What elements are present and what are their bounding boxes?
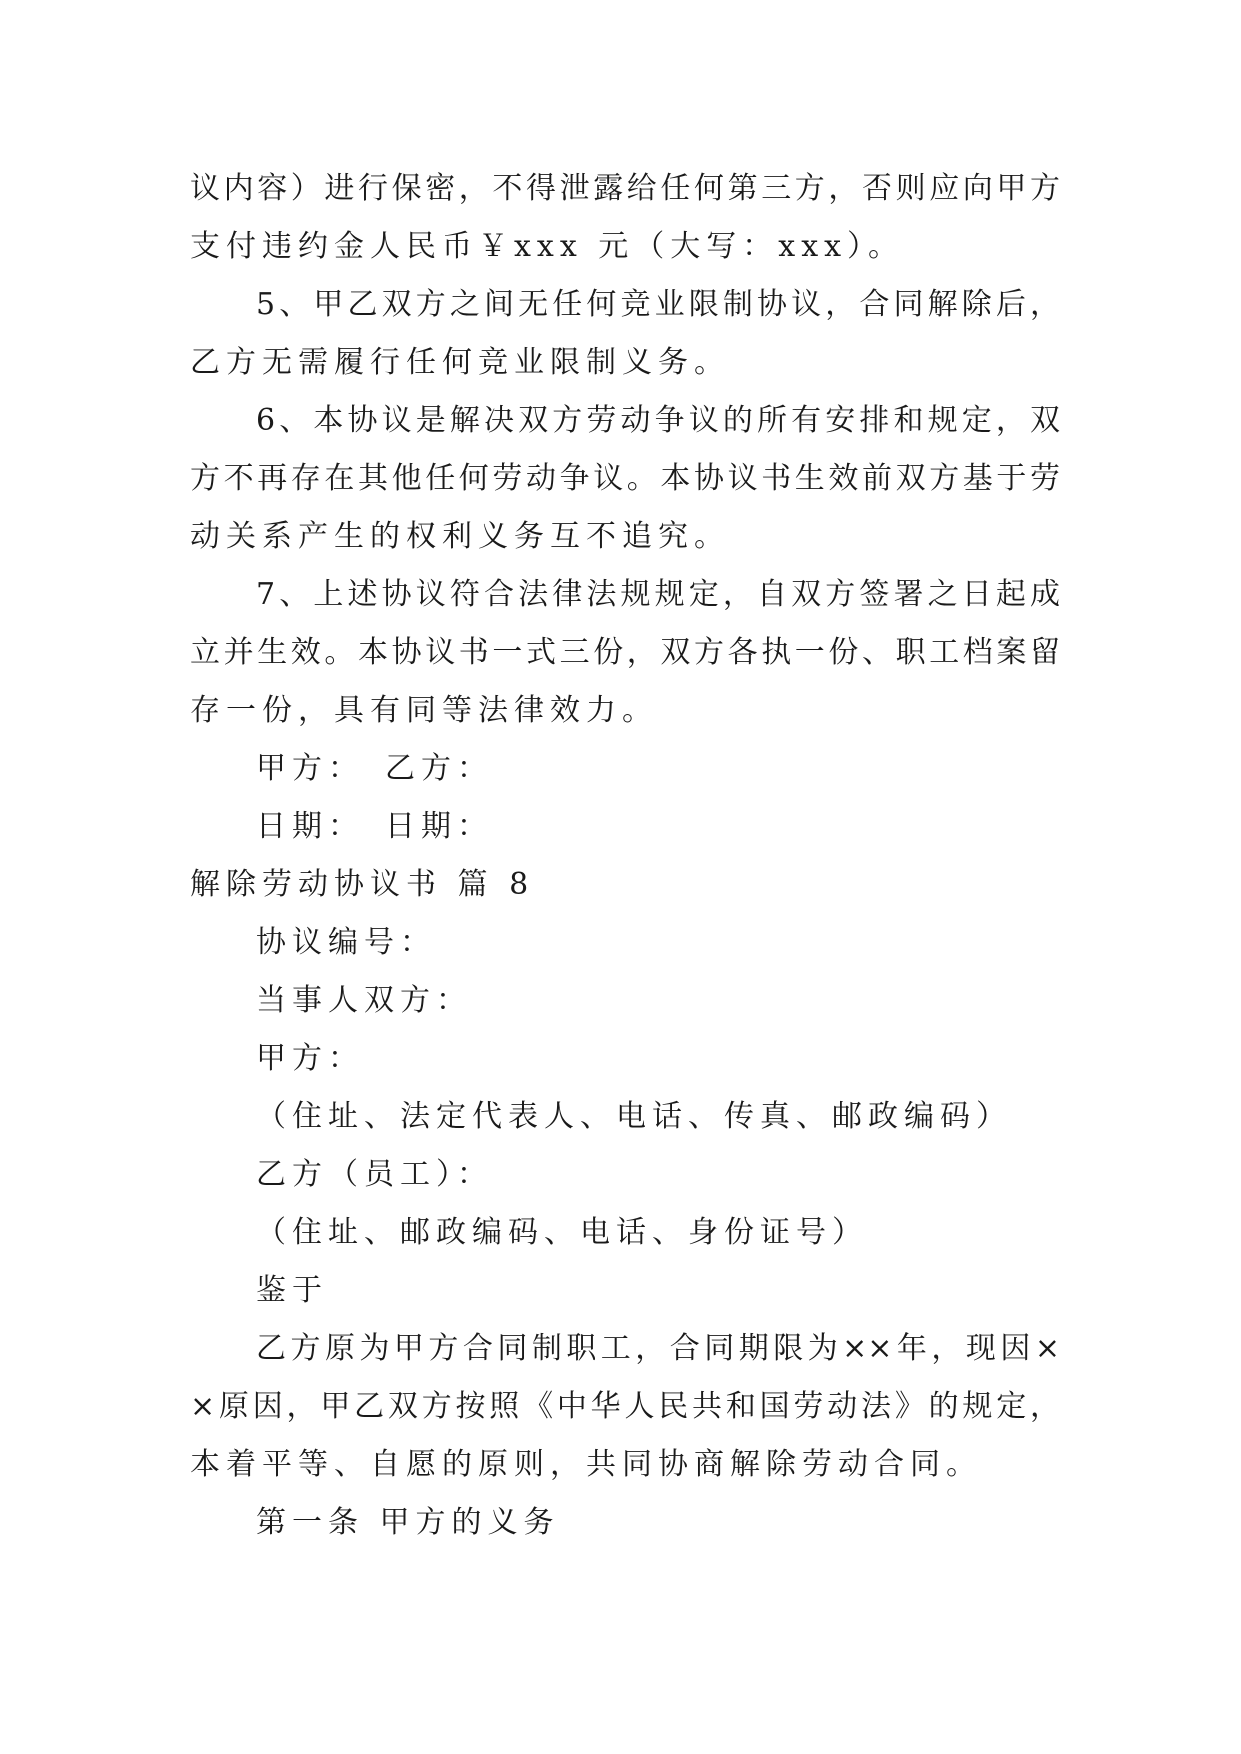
party-a-details: （住址、法定代表人、电话、传真、邮政编码） xyxy=(256,1099,1012,1134)
text-line: 存一份，具有同等法律效力。 xyxy=(190,693,658,728)
article-1-heading: 第一条 甲方的义务 xyxy=(256,1505,560,1540)
clause-7-line: 7、上述协议符合法律法规规定，自双方签署之日起成 xyxy=(256,577,1060,612)
text-line: 本着平等、自愿的原则，共同协商解除劳动合同。 xyxy=(190,1447,982,1482)
text-line: 乙方原为甲方合同制职工，合同期限为××年，现因× xyxy=(256,1331,1060,1366)
signature-party-line: 甲方： 乙方： xyxy=(256,751,493,786)
clause-5-line: 5、甲乙双方之间无任何竞业限制协议，合同解除后， xyxy=(256,287,1060,322)
parties-label: 当事人双方： xyxy=(256,983,472,1018)
document-body xyxy=(190,160,1060,1552)
clause-6-line: 6、本协议是解决双方劳动争议的所有安排和规定，双 xyxy=(256,403,1060,438)
text-line: 立并生效。本协议书一式三份，双方各执一份、职工档案留 xyxy=(190,635,1060,670)
text-line: 支付违约金人民币￥xxx 元（大写：xxx）。 xyxy=(190,229,905,264)
text-line: 方不再存在其他任何劳动争议。本协议书生效前双方基于劳 xyxy=(190,461,1060,496)
signature-date-line: 日期： 日期： xyxy=(256,809,493,844)
party-a-label: 甲方： xyxy=(256,1041,364,1076)
agreement-number-label: 协议编号： xyxy=(256,925,436,960)
party-b-label: 乙方（员工）： xyxy=(256,1157,493,1192)
text-line: ×原因，甲乙双方按照《中华人民共和国劳动法》的规定， xyxy=(190,1389,1060,1424)
text-line: 议内容）进行保密，不得泄露给任何第三方，否则应向甲方 xyxy=(190,171,1060,206)
whereas-label: 鉴于 xyxy=(256,1273,328,1308)
text-line: 动关系产生的权利义务互不追究。 xyxy=(190,519,730,554)
text-line: 乙方无需履行任何竞业限制义务。 xyxy=(190,345,730,380)
section-heading: 解除劳动协议书 篇 8 xyxy=(190,867,535,902)
party-b-details: （住址、邮政编码、电话、身份证号） xyxy=(256,1215,868,1250)
